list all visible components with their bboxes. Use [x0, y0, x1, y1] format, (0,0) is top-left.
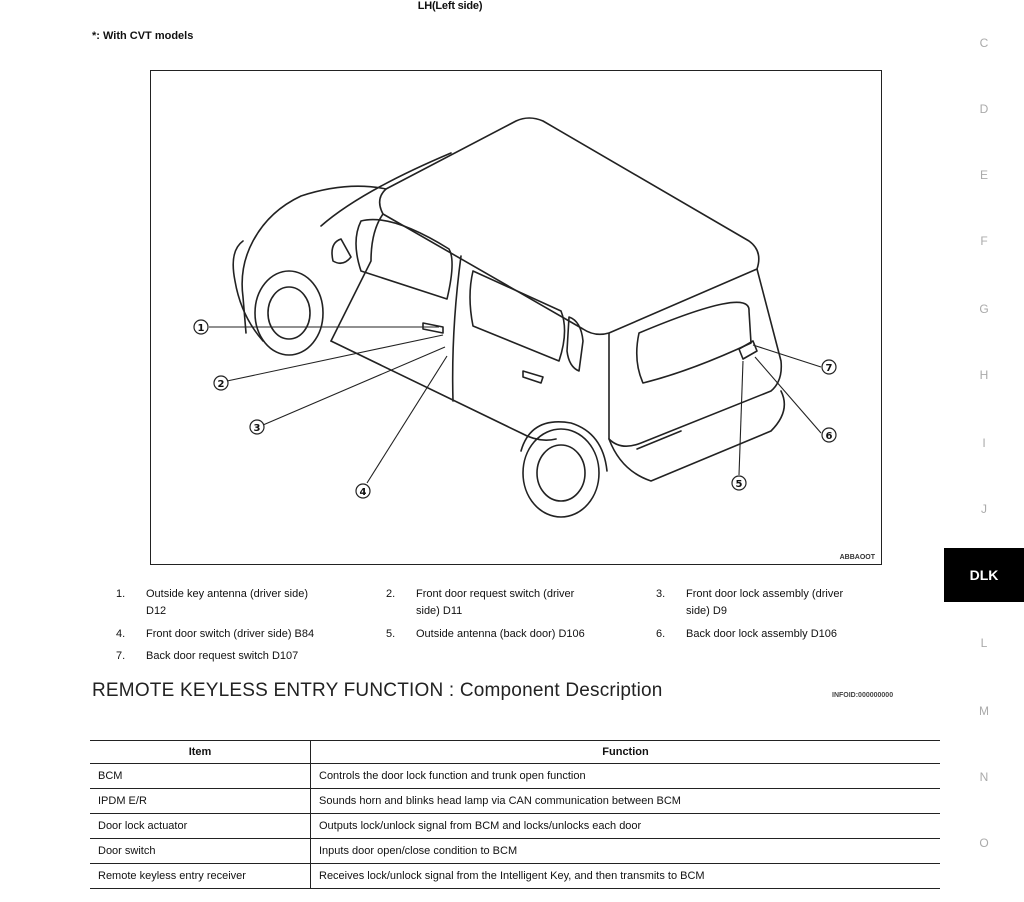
svg-text:2: 2	[217, 379, 225, 390]
cvt-note: *: With CVT models	[92, 30, 194, 42]
function-cell: Receives lock/unlock signal from the Intelligent Key, and then transmits to BCM	[311, 864, 941, 889]
rear-window	[470, 271, 565, 361]
index-tab-l[interactable]: L	[980, 636, 988, 650]
index-tab-o[interactable]: O	[979, 836, 989, 850]
svg-text:5: 5	[735, 479, 743, 490]
index-tab-h[interactable]: H	[979, 368, 989, 382]
item-cell: Door switch	[90, 839, 311, 864]
function-cell: Sounds horn and blinks head lamp via CAN communication between BCM	[311, 789, 941, 814]
item-cell: BCM	[90, 764, 311, 789]
callout-7	[822, 360, 836, 374]
back-door-handle	[739, 341, 757, 359]
table-row	[90, 764, 940, 789]
svg-text:4: 4	[359, 487, 367, 498]
table-header-row	[90, 741, 940, 764]
callout-4	[356, 484, 370, 498]
callout-6	[822, 428, 836, 442]
figure-id: ABBAOOT	[839, 554, 875, 561]
table-row	[90, 839, 940, 864]
index-tab-e[interactable]: E	[979, 168, 988, 182]
svg-text:7: 7	[825, 363, 833, 374]
section-info-id: INFOID:000000000	[832, 692, 894, 699]
door-seam	[453, 256, 461, 401]
index-tab-f[interactable]: F	[980, 234, 988, 248]
front-wheel	[255, 271, 323, 355]
rear-wheel	[523, 429, 599, 517]
vehicle-illustration	[151, 71, 881, 564]
table-row	[90, 789, 940, 814]
callout-3	[250, 420, 264, 434]
section-index-tabs	[944, 0, 1024, 902]
index-tab-dlk-active[interactable]: DLK	[944, 548, 1024, 602]
function-cell: Inputs door open/close condition to BCM	[311, 839, 941, 864]
hood-outline	[242, 186, 386, 333]
index-tab-j[interactable]: J	[981, 502, 987, 516]
callout-5	[732, 476, 746, 490]
item-cell: Door lock actuator	[90, 814, 311, 839]
svg-text:1: 1	[197, 323, 205, 334]
index-tab-d[interactable]: D	[979, 102, 989, 116]
table-row	[90, 814, 940, 839]
svg-text:3: 3	[253, 423, 261, 434]
index-tab-c[interactable]: C	[979, 36, 989, 50]
vehicle-component-figure	[150, 70, 882, 565]
item-cell: Remote keyless entry receiver	[90, 864, 311, 889]
header-function: Function	[311, 741, 941, 764]
page-heading: LH(Left side)	[417, 0, 483, 12]
table-row	[90, 864, 940, 889]
section-title: REMOTE KEYLESS ENTRY FUNCTION : Component Description	[92, 680, 663, 701]
index-tab-i[interactable]: I	[982, 436, 986, 450]
callout-1	[194, 320, 208, 334]
side-sill	[331, 341, 556, 440]
callout-2	[214, 376, 228, 390]
index-tab-g[interactable]: G	[979, 302, 989, 316]
svg-text:6: 6	[825, 431, 833, 442]
index-tab-n[interactable]: N	[979, 770, 989, 784]
index-tab-m[interactable]: M	[979, 704, 989, 718]
header-item: Item	[90, 741, 311, 764]
front-door-handle	[423, 323, 443, 333]
function-cell: Outputs lock/unlock signal from BCM and locks/unlocks each door	[311, 814, 941, 839]
item-cell: IPDM E/R	[90, 789, 311, 814]
component-description-table	[90, 740, 940, 889]
roof-outline	[380, 118, 759, 334]
function-cell: Controls the door lock function and trunk open function	[311, 764, 941, 789]
